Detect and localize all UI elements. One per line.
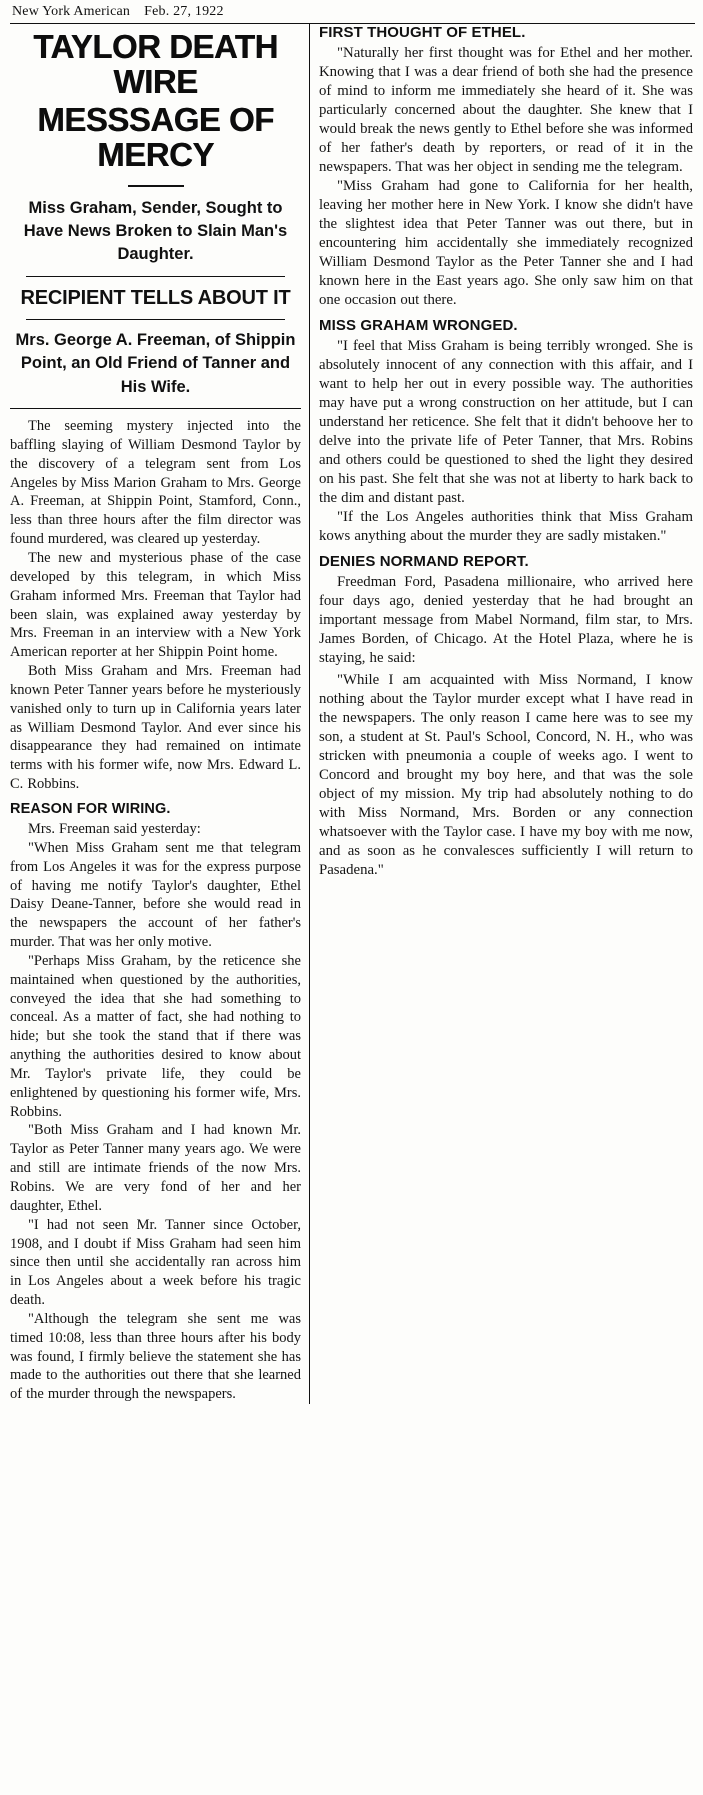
paragraph: "Both Miss Graham and I had known Mr. Taylor as Peter Tanner many years ago. We were and still are intimate friends of the now Mrs. Robins. We are very fond of her and her daughter, Ethel.	[10, 1122, 301, 1214]
headline-deck-2: RECIPIENT TELLS ABOUT IT	[20, 286, 291, 309]
paragraph: The new and mysterious phase of the case developed by this telegram, in which Miss Graham informed Mrs. Freeman that Taylor had been slain, was explained away yesterday by Mrs. Freeman in an interview with a New York American reporter at her Shippin Point home.	[10, 550, 301, 661]
subhead-reason-for-wiring: REASON FOR WIRING.	[10, 800, 171, 817]
left-body-text	[10, 417, 301, 794]
headline-divider-2	[26, 276, 285, 277]
right-body-text-2	[319, 337, 693, 546]
paragraph: "If the Los Angeles authorities think that Miss Graham kows anything about the murder they are sadly mistaken."	[319, 509, 693, 544]
right-body-text-1	[319, 44, 693, 310]
left-body-text-2	[10, 820, 301, 1404]
masthead-date: Feb. 27, 1922	[144, 4, 224, 19]
headline-divider-3	[26, 319, 285, 320]
headline-divider-4	[10, 408, 301, 409]
paragraph: "When Miss Graham sent me that telegram from Los Angeles it was for the express purpose of having me notify Taylor's daughter, Ethel Daisy Deane-Tanner, before she would read in the newspapers the account of her father's murder. That was her only motive.	[10, 839, 301, 951]
paragraph: Freedman Ford, Pasadena millionaire, who arrived here four days ago, denied yesterday that he had brought an important message from Mabel Normand, film star, to Mrs. James Borden, of Chicago. At the Hotel Plaza, where he is staying, he said:	[319, 574, 693, 666]
column-right	[310, 24, 693, 880]
headline-line-2: MESSSAGE OF MERCY	[37, 101, 274, 173]
right-body-text-3	[319, 573, 693, 880]
paragraph: Mrs. Freeman said yesterday:	[28, 820, 201, 837]
column-left	[10, 24, 310, 1404]
paragraph: "Miss Graham had gone to California for her health, leaving her mother here in New York. I know she didn't have the slightest idea that Peter Tanner was out there, but in encountering him accidentally she immediately recognized William Desmond Taylor as the Peter Tanner she and I had known here in the East years ago. She only saw him on that one occasion out there.	[319, 178, 693, 308]
headline-line-1: TAYLOR DEATH WIRE	[33, 28, 278, 100]
article-columns	[10, 24, 695, 1784]
paragraph: The seeming mystery injected into the baffling slaying of William Desmond Taylor by the discovery of a telegram sent from Los Angeles by Miss Marion Graham to Mrs. George A. Freeman, at Shippin Point, Stamford, Conn., less than three hours after the film director was found murdered, was cleared up yesterday.	[10, 418, 301, 548]
subhead-miss-graham-wronged: MISS GRAHAM WRONGED.	[319, 317, 518, 334]
headline-main	[10, 30, 301, 173]
subhead-first-thought-of-ethel: FIRST THOUGHT OF ETHEL.	[319, 24, 526, 41]
paragraph: "Perhaps Miss Graham, by the reticence she maintained when questioned by the authorities, conveyed the idea that she had something to conceal. As a matter of fact, she had nothing to hide; but she took the stand that if there was anything the authorities desired to know about Mr. Taylor's private life, they could be enlightened by questioning his former wife, Mrs. Robbins.	[10, 952, 301, 1120]
masthead	[10, 4, 695, 22]
headline-divider-1	[128, 185, 184, 187]
headline-deck-1: Miss Graham, Sender, Sought to Have News Broken to Slain Man's Daughter.	[23, 198, 288, 264]
paragraph: Both Miss Graham and Mrs. Freeman had known Peter Tanner years before he mysteriously vanished only to turn up in California years later as William Desmond Taylor. And ever since his disappearance they had remained on intimate terms with his former wife, now Mrs. Edward L. C. Robbins.	[10, 663, 301, 793]
masthead-publication: New York American	[12, 4, 131, 19]
paragraph: "Naturally her first thought was for Ethel and her mother. Knowing that I was a dear friend of both she had the presence of mind to inform me immediately she heard of it. She was particularly concerned about the daughter. She knew that I would break the news gently to Ethel before she was informed of her father's death by reporters, or read of it in the newspapers. That was her object in sending me the telegram.	[319, 45, 693, 175]
headline-deck-3: Mrs. George A. Freeman, of Shippin Point, an Old Friend of Tanner and His Wife.	[15, 330, 296, 396]
paragraph: "I feel that Miss Graham is being terribly wronged. She is absolutely innocent of any connection with this affair, and I want to help her out in every possible way. The authorities may have put a wrong construction on her attitude, but I can understand her reticence. She felt that it didn't behoove her to delve into the private life of Peter Tanner, that Mrs. Robins and others could be questioned to shed the light they desired on his past. She felt that she was not at liberty to hark back to the dim and distant past.	[319, 338, 693, 506]
paragraph: "Although the telegram she sent me was timed 10:08, less than three hours after his body was found, I firmly believe the statement she has made to the authorities out there that she learned of the murder through the newspapers.	[10, 1310, 301, 1403]
subhead-denies-normand-report: DENIES NORMAND REPORT.	[319, 553, 529, 570]
paragraph: "While I am acquainted with Miss Normand, I know nothing about the Taylor murder except what I have read in the newspapers. The only reason I came here was to see my son, a student at St. Paul's School, Concord, N. H., who was stricken with pneumonia a couple of weeks ago. I went to Concord and brought my boy here, and that was the sole object of my mission. My trip had absolutely nothing to do with Miss Normand, Mrs. Borden or any connection whatsoever with the Taylor case. I have my boy with me now, and as soon as he convalesces sufficiently I will return to Pasadena."	[319, 672, 693, 878]
paragraph: "I had not seen Mr. Tanner since October, 1908, and I doubt if Miss Graham had seen him since then until she accidentally ran across him in Los Angeles about a week before his tragic death.	[10, 1216, 301, 1309]
